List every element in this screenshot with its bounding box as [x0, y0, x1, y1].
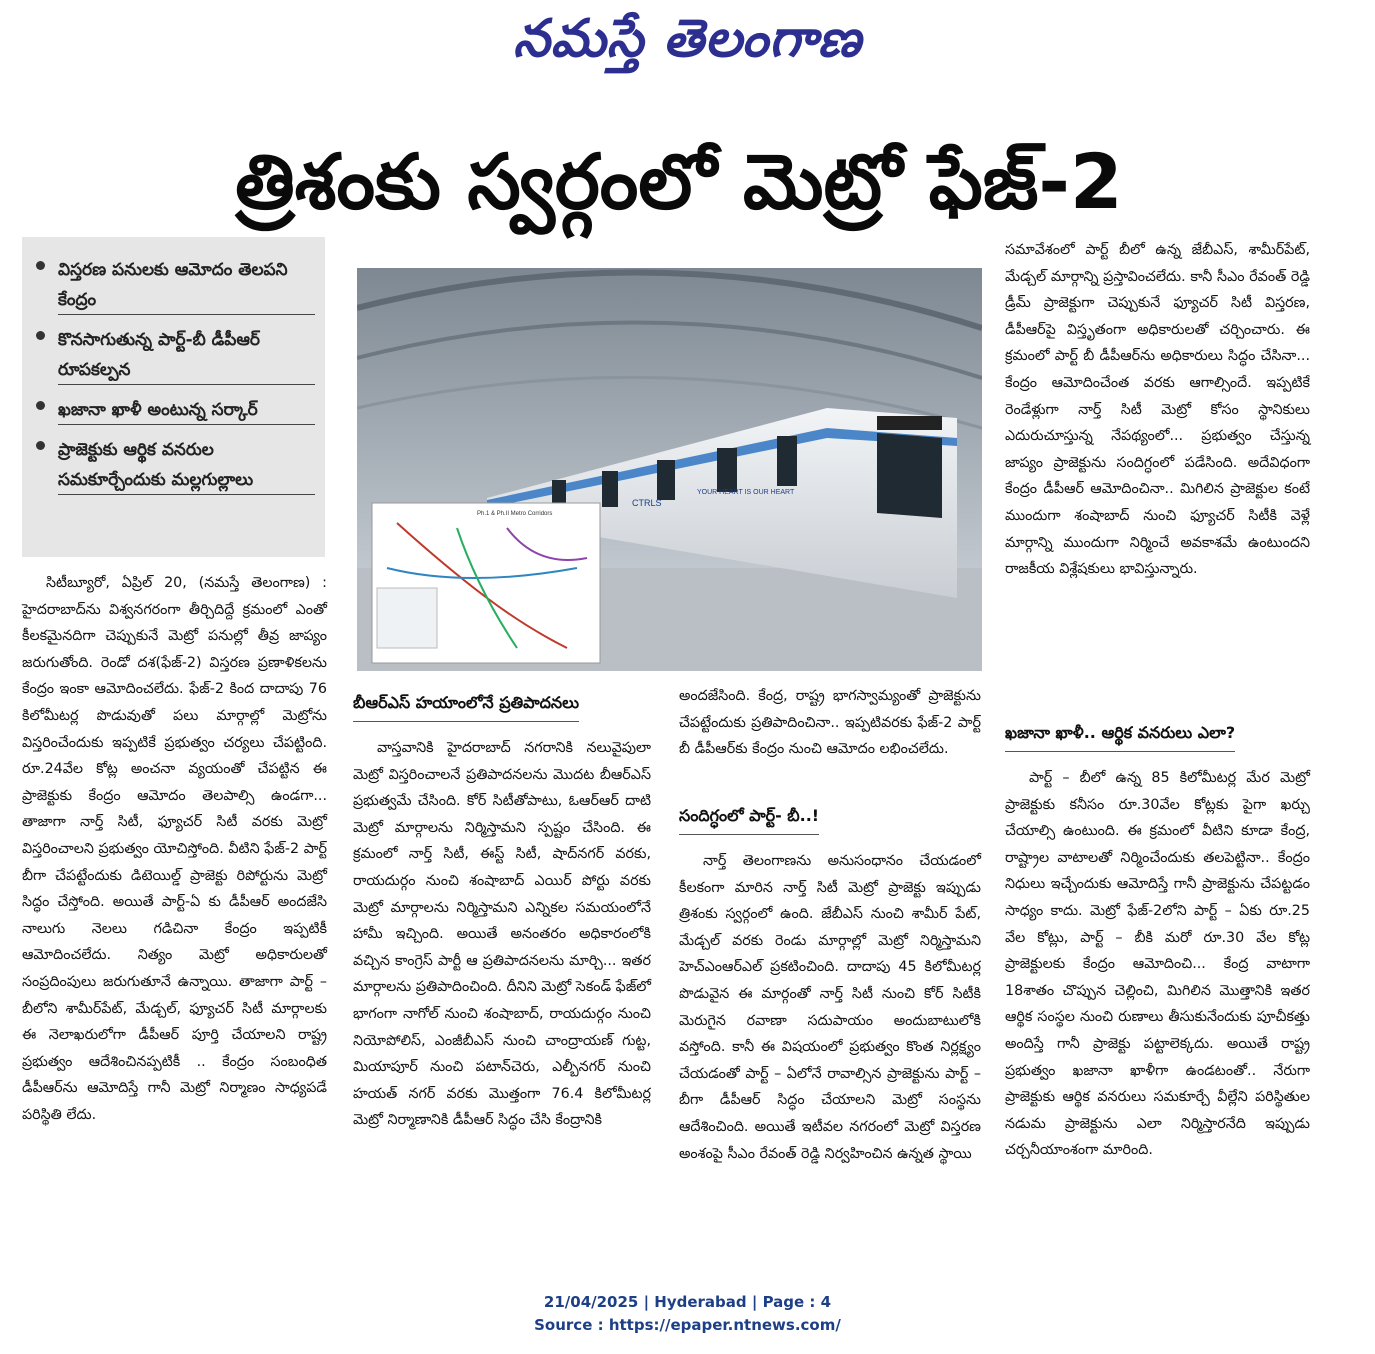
- footer-source: Source : https://epaper.ntnews.com/: [534, 1316, 841, 1334]
- train-display: [877, 416, 942, 430]
- highlight-item: [36, 325, 315, 385]
- newspaper-masthead: నమస్తే తెలంగాణ: [513, 8, 862, 69]
- subhead-underline: [679, 834, 819, 835]
- metro-station-illustration: [357, 268, 982, 671]
- footer-dateline: 21/04/2025 | Hyderabad | Page : 4: [543, 1293, 832, 1311]
- highlight-text: కొనసాగుతున్న పార్ట్-బీ డీపీఆర్ రూపకల్పన: [58, 325, 315, 385]
- train-windshield: [877, 433, 942, 518]
- subhead-text: ఖజానా ఖాళీ.. ఆర్థిక వనరులు ఎలా?: [1005, 723, 1236, 742]
- article-column-3-top: [679, 683, 981, 793]
- map-title: Ph.1 & Ph.II Metro Corridors: [477, 511, 553, 517]
- train-window: [717, 448, 737, 492]
- subhead-underline: [353, 721, 579, 722]
- highlight-item: [36, 255, 315, 315]
- bullet-icon: [36, 331, 45, 340]
- metro-train-photo: [357, 268, 982, 671]
- article-column-4: [1005, 765, 1310, 1265]
- highlight-text: ప్రాజెక్టుకు ఆర్థిక వనరుల సమకూర్చేందుకు మల్లగుల్లాలు: [58, 435, 315, 495]
- train-window: [657, 460, 675, 500]
- subhead-part-b: [679, 806, 819, 829]
- train-banner: YOUR HEART IS OUR HEART: [697, 489, 795, 496]
- article-paragraph: అందజేసింది. కేంద్ర, రాష్ట్ర భాగస్వామ్యంతో ప్రాజెక్టును చేపట్టేందుకు ప్రతిపాదించినా.. ఇప్పటివరకు ఫేజ్-2 పార్ట్ బీ డీపీఆర్‌కు కేంద్రం నుంచి ఆమోదం లభించలేదు.: [679, 688, 981, 758]
- train-window: [777, 436, 797, 486]
- highlight-item: [36, 435, 315, 495]
- map-legend: [377, 588, 437, 648]
- article-paragraph: సమావేశంలో పార్ట్ బీలో ఉన్న జేబీఎస్, శామీర్‌పేట్, మేడ్చల్ మార్గాన్ని ప్రస్తావించలేదు. కానీ సీఎం రేవంత్ రెడ్డి డ్రీమ్ ప్రాజెక్టుగా చెప్పుకునే ఫ్యూచర్ సిటీ విస్తరణ, డీపీఆర్‌పై విస్తృతంగా అధికారులతో చర్చించారు. ఈ క్రమంలో పార్ట్ బీ డీపీఆర్‌ను అధికారులు సిద్ధం చేసినా... కేంద్రం ఆమోదించేంత వరకు ఆగాల్సిందే. ఇప్పటికే రెండేళ్లుగా నార్త్ సిటీ మెట్రో కోసం స్థానికులు ఎదురుచూస్తున్న నేపథ్యంలో... ప్రభుత్వం చేస్తున్న జాప్యం ప్రాజెక్టును సందిగ్ధంలో పడేసింది. అదేవిధంగా కేంద్రం డీపీఆర్ ఆమోదించినా.. మిగిలిన ప్రాజెక్టుల కంటే ముందుగా శంషాబాద్ నుంచి ఫ్యూచర్ సిటీకి వెళ్లే మార్గాన్ని ముందుగా నిర్మించే అవకాశమే ఉంటుందని రాజకీయ విశ్లేషకులు భావిస్తున్నారు.: [1005, 242, 1310, 578]
- article-paragraph: వాస్తవానికి హైదరాబాద్ నగరానికి నలువైపులా మెట్రో విస్తరించాలనే ప్రతిపాదనలను మొదట బీఆర్‌ఎస్ ప్రభుత్వమే చేసింది. కోర్ సిటీతోపాటు, ఓఆర్‌ఆర్ దాటి మెట్రో మార్గాలను నిర్మిస్తామని స్పష్టం చేసింది. ఈ క్రమంలో నార్త్ సిటీ, ఈస్ట్ సిటీ, షాద్‌నగర్ వరకు, రాయదుర్గం నుంచి శంషాబాద్ ఎయిర్ పోర్టు వరకు మెట్రో మార్గాలను నిర్మిస్తామని ఎన్నికల సమయంలోనే హామీ ఇచ్చింది. అయితే అనంతరం అధికారంలోకి వచ్చిన కాంగ్రెస్ పార్టీ ఆ ప్రతిపాదనలను మార్చి... ఇతర మార్గాలను ప్రతిపాదించింది. దీనిని మెట్రో సెకండ్ ఫేజ్‌లో భాగంగా నాగోల్ నుంచి శంషాబాద్, రాయదుర్గం నుంచి నియోపోలిస్, ఎంజీబీఎస్ నుంచి చాంద్రాయణ్ గుట్ట, మియాపూర్ నుంచి పటాన్‌చెరు, ఎల్బీనగర్ నుంచి హయత్ నగర్ వరకు మొత్తంగా 76.4 కిలోమీటర్ల మెట్రో నిర్మాణానికి డీపీఆర్ సిద్ధం చేసి కేంద్రానికి: [353, 740, 652, 1129]
- article-column-1: [22, 570, 327, 1270]
- subhead-text: సందిగ్ధంలో పార్ట్- బీ..!: [679, 806, 820, 825]
- highlight-text: విస్తరణ పనులకు ఆమోదం తెలపని కేంద్రం: [58, 255, 315, 315]
- highlights-box: [22, 237, 325, 557]
- bullet-icon: [36, 441, 45, 450]
- subhead-brs: [353, 693, 579, 716]
- article-paragraph: సిటీబ్యూరో, ఏప్రిల్ 20, (నమస్తే తెలంగాణ) : హైదరాబాద్‌ను విశ్వనగరంగా తీర్చిదిద్దే క్రమంలో ఎంతో కీలకమైనదిగా చెప్పుకునే మెట్రో పనుల్లో తీవ్ర జాప్యం జరుగుతోంది. రెండో దశ(ఫేజ్-2) విస్తరణ ప్రణాళికలను కేంద్రం ఇంకా ఆమోదించలేదు. ఫేజ్-2 కింద దాదాపు 76 కిలోమీటర్ల పొడువుతో పలు మార్గాల్లో మెట్రోను విస్తరించేందుకు ఇప్పటికే ప్రభుత్వం చర్యలు చేపట్టింది. రూ.24వేల కోట్ల అంచనా వ్యయంతో చేపట్టిన ఈ ప్రాజెక్టుకు కేంద్రం ఆమోదం తెలపాల్సి ఉండగా... తాజాగా నార్త్ సిటీ, ఫ్యూచర్ సిటీ వరకు మెట్రో విస్తరించాలని ప్రభుత్వం యోచిస్తోంది. వీటిని ఫేజ్-2 పార్ట్ బీగా చేపట్టేందుకు డిటెయిల్డ్ ప్రాజెక్టు రిపోర్టును మెట్రో సిద్ధం చేస్తోంది. అయితే పార్ట్-ఏ కు డీపీఆర్ అందజేసి నాలుగు నెలలు గడిచినా కేంద్రం ఇప్పటికీ ఆమోదించలేదు. నిత్యం మెట్రో అధికారులతో సంప్రదింపులు జరుగుతూనే ఉన్నాయి. తాజాగా పార్ట్ – బీలోని శామీర్‌పేట్, మేడ్చల్, ఫ్యూచర్ సిటీ మార్గాలకు ఈ నెలాఖరులోగా డీపీఆర్ పూర్తి చేయాలని రాష్ట్ర ప్రభుత్వం ఆదేశించినప్పటికీ .. కేంద్రం సంబంధిత డీపీఆర్‌ను ఆమోదిస్తే గానీ మెట్రో నిర్మాణం సాధ్యపడే పరిస్థితి లేదు.: [22, 575, 327, 1123]
- bullet-icon: [36, 401, 45, 410]
- train-window: [602, 471, 618, 507]
- article-headline: త్రిశంకు స్వర్గంలో మెట్రో ఫేజ్-2: [235, 137, 1123, 226]
- article-column-3: [679, 848, 981, 1268]
- highlight-item: [36, 395, 315, 425]
- article-column-2: [353, 735, 651, 1255]
- highlight-text: ఖజానా ఖాళీ అంటున్న సర్కార్: [58, 395, 315, 425]
- article-paragraph: నార్త్ తెలంగాణను అనుసంధానం చేయడంలో కీలకంగా మారిన నార్త్ సిటీ మెట్రో ప్రాజెక్టు ఇప్పుడు త్రిశంకు స్వర్గంలో ఉంది. జేబీఎస్ నుంచి శామీర్ పేట్, మేడ్చల్ వరకు రెండు మార్గాల్లో మెట్రో నిర్మిస్తామని హెచ్‌ఎంఆర్‌ఎల్ ప్రకటించింది. దాదాపు 45 కిలోమీటర్ల పొడువైన ఈ మార్గంతో నార్త్ సిటీ నుంచి కోర్ సిటీకి మెరుగైన రవాణా సదుపాయం అందుబాటులోకి వస్తోంది. కానీ ఈ విషయంలో ప్రభుత్వం కొంత నిర్లక్ష్యం చేయడంతో పార్ట్ – ఏలోనే రావాల్సిన ప్రాజెక్టును పార్ట్ – బీగా డీపీఆర్ సిద్ధం చేయాలని మెట్రో సంస్థను ఆదేశించింది. అయితే ఇటీవల నగరంలో మెట్రో విస్తరణ అంశంపై సీఎం రేవంత్ రెడ్డి నిర్వహించిన ఉన్నత స్థాయి: [679, 853, 981, 1162]
- train-brand: CTRLS: [632, 498, 662, 508]
- article-column-4-top: [1005, 237, 1310, 707]
- subhead-underline: [1005, 751, 1235, 752]
- subhead-text: బీఆర్‌ఎస్ హయాంలోనే ప్రతిపాదనలు: [353, 693, 580, 712]
- article-paragraph: పార్ట్ – బీలో ఉన్న 85 కిలోమీటర్ల మేర మెట్రో ప్రాజెక్టుకు కనీసం రూ.30వేల కోట్లకు పైగా ఖర్చు చేయాల్సి ఉంటుంది. ఈ క్రమంలో వీటిని కూడా కేంద్ర, రాష్ట్రాల వాటాలతో నిర్మించేందుకు తలపెట్టినా.. కేంద్రం నిధులు ఇచ్చేందుకు ఆమోదిస్తే గానీ ప్రాజెక్టును చేపట్టడం సాధ్యం కాదు. మెట్రో ఫేజ్-2లోని పార్ట్ – ఏకు రూ.25 వేల కోట్లు, పార్ట్ – బీకి మరో రూ.30 వేల కోట్ల ప్రాజెక్టులకు కేంద్రం ఆమోదించి... కేంద్ర వాటాగా 18శాతం చొప్పున చెల్లించి, మిగిలిన మొత్తానికి ఇతర ఆర్థిక సంస్థల నుంచి రుణాలు తీసుకునేందుకు పూచీకత్తు అందిస్తే గానీ ప్రాజెక్టు పట్టాలెక్కదు. అయితే రాష్ట్ర ప్రభుత్వం ఖజానా ఖాళీగా ఉండటంతో.. నేరుగా ప్రాజెక్టుకు ఆర్థిక వనరులు సమకూర్చే వీల్లేని పరిస్థితుల నడుమ ప్రాజెక్టును ఎలా నిర్మిస్తారనేది ఇప్పుడు చర్చనీయాంశంగా మారింది.: [1005, 770, 1310, 1159]
- subhead-treasury: [1005, 723, 1235, 746]
- bullet-icon: [36, 261, 45, 270]
